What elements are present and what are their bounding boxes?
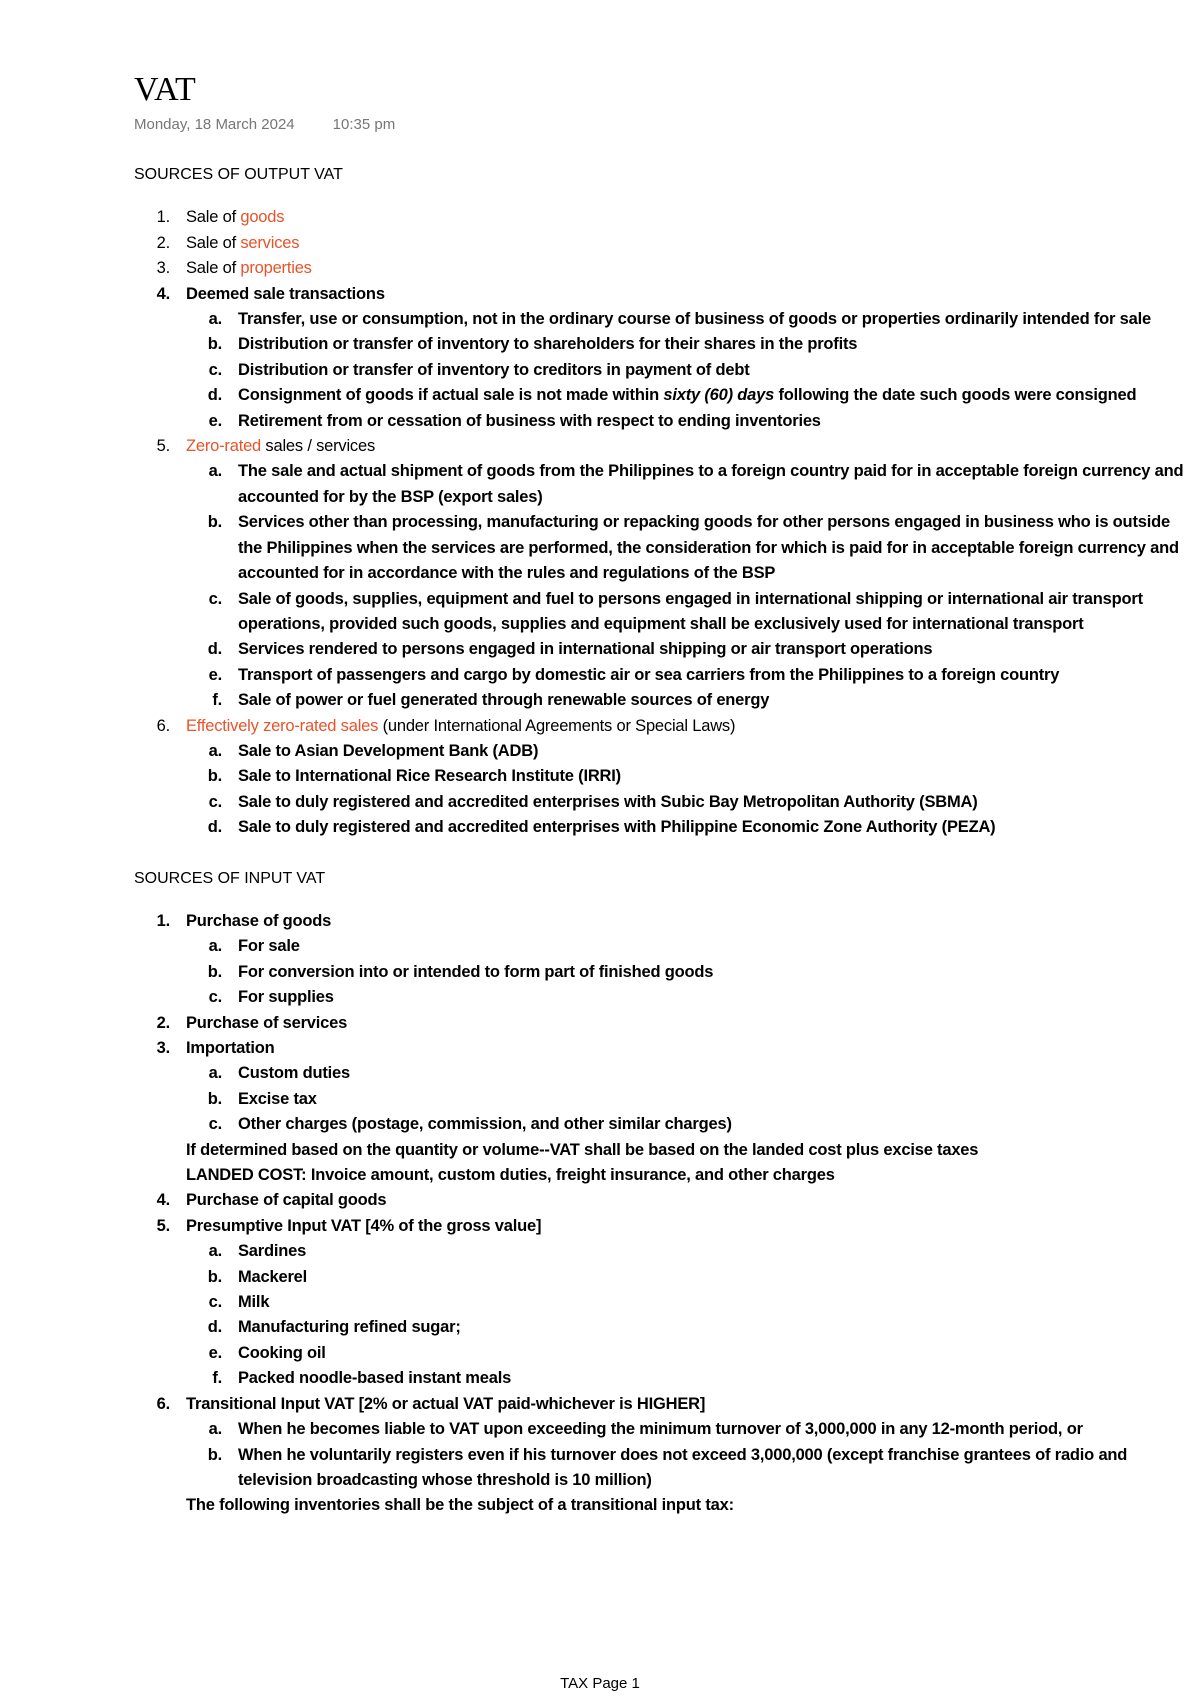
sub-item-line (238, 960, 1184, 985)
item-text: For supplies (238, 988, 334, 1007)
sub-item-letter: a. (208, 1242, 222, 1261)
sub-item-line (238, 1061, 1184, 1086)
sub-item-letter: e. (208, 411, 222, 430)
sub-item-letter: b. (207, 767, 222, 786)
list-item (134, 205, 1184, 230)
item-text: Distribution or transfer of inventory to shareholders for their shares in the profits (238, 335, 858, 354)
item-text: For conversion into or intended to form part of finished goods (238, 962, 714, 981)
item-text: The sale and actual shipment of goods from the Philippines to a foreign country paid for in acceptable foreign currency and accounted for by the BSP (export sales) (238, 462, 1184, 506)
item-text: Transport of passengers and cargo by domestic air or sea carriers from the Philippines to a foreign country (238, 665, 1060, 684)
sub-item-line (238, 764, 1184, 789)
highlighted-term: goods (240, 208, 285, 227)
list-item (134, 1011, 1184, 1036)
list-item (134, 1188, 1184, 1213)
sub-list-item (186, 1112, 1184, 1137)
sub-list (186, 934, 1184, 1010)
item-text: Excise tax (238, 1089, 317, 1108)
sub-list-item (186, 934, 1184, 959)
sub-item-line (238, 587, 1184, 638)
item-text: When he becomes liable to VAT upon exceeding the minimum turnover of 3,000,000 in any 12-month period, or (238, 1420, 1083, 1439)
sub-item-line (238, 637, 1184, 662)
list-item (134, 1392, 1184, 1519)
sub-list-item (186, 1315, 1184, 1340)
sub-list-item (186, 332, 1184, 357)
sub-item-letter: b. (207, 1445, 222, 1464)
sub-list-item (186, 1366, 1184, 1391)
item-number: 1. (156, 911, 170, 930)
sub-item-letter: c. (208, 360, 222, 379)
sub-list-item (186, 1290, 1184, 1315)
item-text: Services rendered to persons engaged in international shipping or air transport operations (238, 640, 933, 659)
highlighted-term: services (240, 233, 300, 252)
sub-item-line (238, 934, 1184, 959)
sub-list-item (186, 1417, 1184, 1442)
page-title: VAT (134, 71, 196, 108)
item-line (186, 1214, 1184, 1239)
item-text: Sale of power or fuel generated through renewable sources of energy (238, 691, 770, 710)
item-text: Mackerel (238, 1267, 308, 1286)
item-text: Sale to duly registered and accredited enterprises with Philippine Economic Zone Authority (PEZA) (238, 818, 996, 837)
item-number: 1. (156, 208, 170, 227)
sub-list (186, 1417, 1184, 1493)
page-footer: TAX Page 1 (560, 1675, 640, 1692)
highlighted-term: Effectively zero-rated sales (186, 716, 379, 735)
list-item (134, 231, 1184, 256)
item-number: 5. (156, 1216, 170, 1235)
sub-list (186, 307, 1184, 434)
sub-item-line (238, 985, 1184, 1010)
item-text: Sale of (186, 259, 241, 278)
item-note: The following inventories shall be the subject of a transitional input tax: (186, 1496, 734, 1515)
sub-list (186, 1239, 1184, 1391)
sub-item-letter: f. (212, 1369, 222, 1388)
emphasized-text: sixty (60) days (663, 386, 775, 405)
page-meta (134, 114, 1184, 136)
item-text: (under International Agreements or Special Laws) (378, 716, 736, 735)
sub-list-item (186, 1087, 1184, 1112)
sub-item-letter: a. (208, 741, 222, 760)
item-line (186, 1011, 1184, 1036)
item-text: Transfer, use or consumption, not in the ordinary course of business of goods or properties ordinarily intended for sale (238, 310, 1151, 329)
sub-item-line (238, 459, 1184, 510)
list-item (134, 909, 1184, 1011)
sub-item-line (238, 1087, 1184, 1112)
sub-item-letter: c. (208, 589, 222, 608)
sub-item-line (238, 1290, 1184, 1315)
item-text: Distribution or transfer of inventory to creditors in payment of debt (238, 360, 750, 379)
sub-list-item (186, 1443, 1184, 1494)
sub-item-letter: c. (208, 792, 222, 811)
sub-list-item (186, 587, 1184, 638)
item-line (186, 205, 1184, 230)
sub-item-letter: b. (207, 962, 222, 981)
item-text: sales / services (261, 437, 376, 456)
sub-list-item (186, 960, 1184, 985)
sub-list-item (186, 790, 1184, 815)
item-number: 2. (156, 233, 170, 252)
output-vat-list (134, 205, 1184, 840)
note-page (134, 70, 1184, 1519)
item-text: Services other than processing, manufacturing or repacking goods for other persons engaged in business who is outside the Philippines when the services are performed, the consideration for which is paid for in acceptable foreign currency and accounted for in accordance with the rules and regulations of the BSP (238, 513, 1179, 583)
item-text: following the date such goods were consigned (774, 386, 1137, 405)
item-line (186, 1188, 1184, 1213)
sub-item-line (238, 1417, 1184, 1442)
sub-item-letter: e. (208, 665, 222, 684)
sub-list-item (186, 688, 1184, 713)
sub-list-item (186, 1265, 1184, 1290)
sub-list-item (186, 637, 1184, 662)
highlighted-term: properties (240, 259, 312, 278)
item-note: If determined based on the quantity or volume--VAT shall be based on the landed cost plus excise taxes (186, 1140, 979, 1159)
item-text: Transitional Input VAT [2% or actual VAT paid-whichever is HIGHER] (186, 1394, 706, 1413)
item-line (186, 1392, 1184, 1417)
sub-item-line (238, 409, 1184, 434)
highlighted-term: Zero-rated (186, 437, 262, 456)
sub-list-item (186, 383, 1184, 408)
sub-list-item (186, 358, 1184, 383)
sub-item-line (238, 790, 1184, 815)
sub-item-letter: b. (207, 1089, 222, 1108)
input-vat-heading: SOURCES OF INPUT VAT (134, 869, 326, 887)
item-number: 4. (156, 284, 170, 303)
item-text: Other charges (postage, commission, and other similar charges) (238, 1115, 732, 1134)
sub-list (186, 1061, 1184, 1137)
sub-list-item (186, 307, 1184, 332)
sub-item-letter: f. (212, 691, 222, 710)
item-text: Packed noodle-based instant meals (238, 1369, 512, 1388)
page-date: Monday, 18 March 2024 (134, 116, 295, 133)
sub-item-line (238, 739, 1184, 764)
sub-item-letter: b. (207, 513, 222, 532)
sub-list-item (186, 739, 1184, 764)
item-text: Sale to International Rice Research Institute (IRRI) (238, 767, 621, 786)
item-number: 6. (156, 1394, 170, 1413)
sub-item-line (238, 815, 1184, 840)
sub-item-letter: d. (207, 818, 222, 837)
sub-item-line (238, 307, 1184, 332)
item-text: Sale of (186, 208, 241, 227)
item-text: When he voluntarily registers even if his turnover does not exceed 3,000,000 (except franchise grantees of radio and television broadcasting whose threshold is 10 million) (238, 1445, 1128, 1489)
sub-list-item (186, 510, 1184, 586)
item-text: Purchase of goods (186, 911, 332, 930)
sub-list-item (186, 1061, 1184, 1086)
sub-item-letter: b. (207, 1267, 222, 1286)
item-text: Importation (186, 1039, 275, 1057)
sub-item-line (238, 1239, 1184, 1264)
sub-item-letter: c. (208, 988, 222, 1007)
sub-item-letter: c. (208, 1293, 222, 1312)
sub-item-letter: a. (208, 937, 222, 956)
sub-list-item (186, 764, 1184, 789)
item-text: Consignment of goods if actual sale is not made within (238, 386, 664, 405)
sub-item-letter: d. (207, 1318, 222, 1337)
item-line (186, 714, 1184, 739)
list-item (134, 434, 1184, 713)
sub-list (186, 459, 1184, 713)
item-text: Milk (238, 1293, 270, 1312)
item-text: Sardines (238, 1242, 307, 1261)
sub-list-item (186, 985, 1184, 1010)
item-text: Custom duties (238, 1064, 350, 1083)
item-number: 3. (156, 1039, 170, 1057)
sub-item-letter: d. (207, 386, 222, 405)
item-line (186, 1036, 1184, 1061)
item-text: Manufacturing refined sugar; (238, 1318, 461, 1337)
sub-item-letter: a. (208, 310, 222, 329)
list-item (134, 1214, 1184, 1392)
item-text: Retirement from or cessation of business with respect to ending inventories (238, 411, 821, 430)
item-number: 6. (156, 716, 170, 735)
list-item (134, 714, 1184, 841)
item-text: Sale to duly registered and accredited enterprises with Subic Bay Metropolitan Authority (SBMA) (238, 792, 978, 811)
sub-item-line (238, 358, 1184, 383)
sub-item-letter: e. (208, 1343, 222, 1362)
sub-item-line (238, 1341, 1184, 1366)
sub-list-item (186, 1341, 1184, 1366)
sub-list-item (186, 1239, 1184, 1264)
sub-item-line (238, 688, 1184, 713)
sub-item-line (238, 1366, 1184, 1391)
page-time: 10:35 pm (332, 116, 396, 133)
list-item (134, 256, 1184, 281)
item-line (186, 282, 1184, 307)
item-note: LANDED COST: Invoice amount, custom duties, freight insurance, and other charges (186, 1166, 835, 1185)
sub-item-line (238, 663, 1184, 688)
sub-item-line (238, 1265, 1184, 1290)
item-text: Purchase of services (186, 1013, 348, 1032)
item-text: Deemed sale transactions (186, 284, 385, 303)
sub-item-line (238, 1112, 1184, 1137)
sub-item-letter: d. (207, 640, 222, 659)
sub-item-line (238, 383, 1184, 408)
item-number: 5. (156, 437, 170, 456)
item-text: Purchase of capital goods (186, 1191, 387, 1210)
item-number: 2. (156, 1013, 170, 1032)
item-text: Presumptive Input VAT [4% of the gross value] (186, 1216, 542, 1235)
item-text: Sale to Asian Development Bank (ADB) (238, 741, 539, 760)
item-number: 3. (156, 259, 170, 278)
sub-item-letter: a. (208, 1420, 222, 1439)
sub-item-letter: a. (208, 1064, 222, 1083)
item-line (186, 256, 1184, 281)
item-line (186, 231, 1184, 256)
sub-list-item (186, 409, 1184, 434)
sub-list (186, 739, 1184, 841)
item-text: For sale (238, 937, 300, 956)
output-vat-heading: SOURCES OF OUTPUT VAT (134, 166, 343, 183)
item-line (186, 909, 1184, 934)
item-line (186, 434, 1184, 459)
sub-list-item (186, 459, 1184, 510)
sub-item-line (238, 510, 1184, 586)
sub-list-item (186, 663, 1184, 688)
sub-item-letter: b. (207, 335, 222, 354)
item-text: Sale of goods, supplies, equipment and fuel to persons engaged in international shipping or international air transport operations, provided such goods, supplies and equipment shall be exclusively used for international transport (238, 589, 1143, 633)
sub-item-line (238, 332, 1184, 357)
input-vat-list (134, 909, 1184, 1519)
sub-item-line (238, 1315, 1184, 1340)
item-text: Sale of (186, 233, 241, 252)
sub-item-letter: c. (208, 1115, 222, 1134)
item-number: 4. (156, 1191, 170, 1210)
list-item (134, 282, 1184, 434)
sub-item-letter: a. (208, 462, 222, 481)
list-item (134, 1036, 1184, 1188)
sub-item-line (238, 1443, 1184, 1494)
sub-list-item (186, 815, 1184, 840)
item-text: Cooking oil (238, 1343, 326, 1362)
